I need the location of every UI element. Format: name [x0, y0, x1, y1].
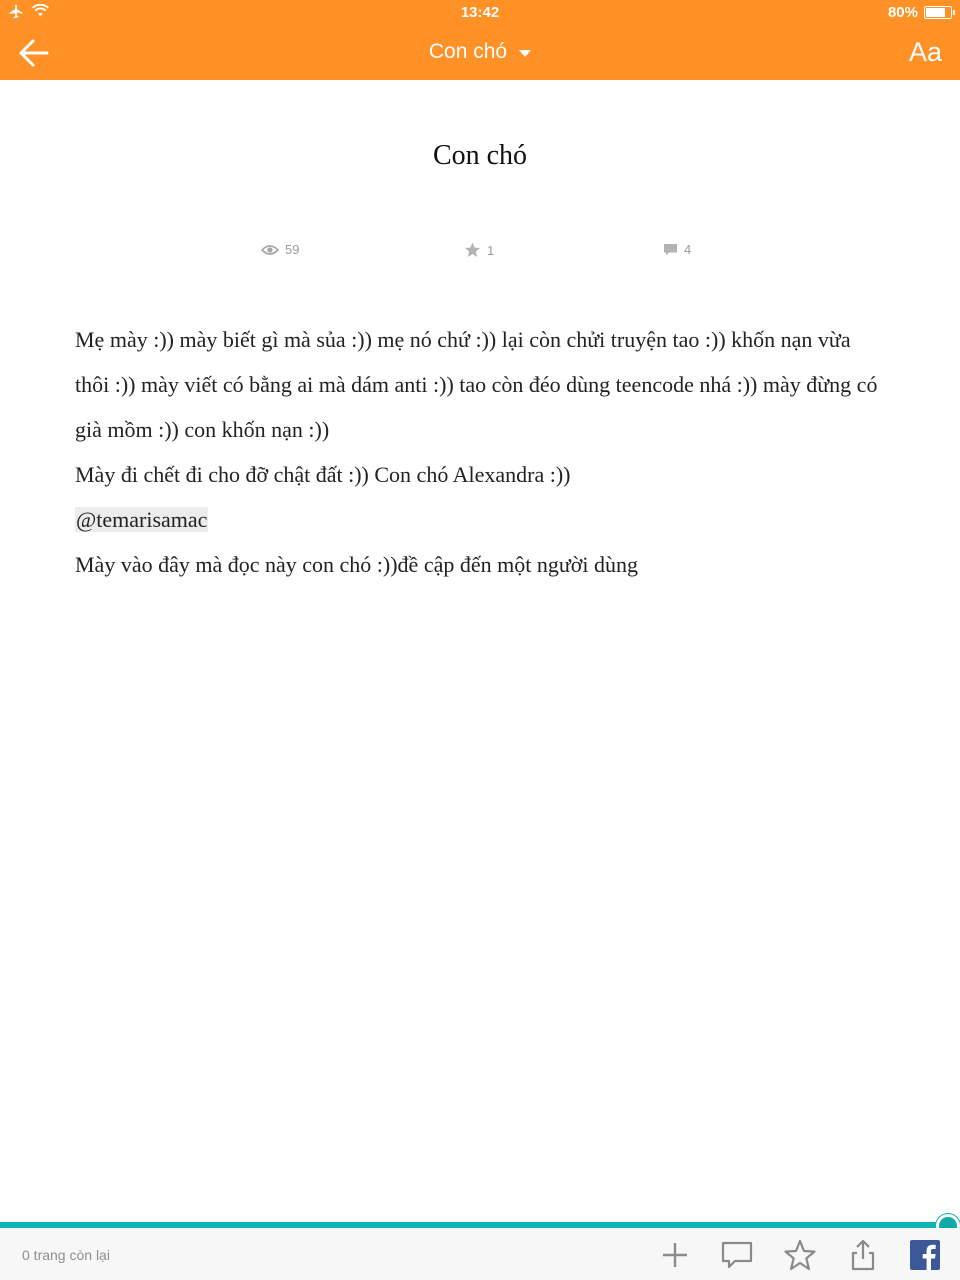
nav-title-text: Con chó	[428, 40, 508, 63]
chapter-stats	[0, 242, 960, 262]
story-body	[75, 317, 885, 587]
chapter-selector[interactable]	[0, 40, 960, 64]
story-paragraph: Mày vào đây mà đọc này con chó :))đề cập đến một người dùng	[75, 552, 639, 577]
comment-icon	[663, 243, 678, 257]
votes-count: 1	[487, 242, 495, 258]
comments-stat	[663, 242, 691, 257]
facebook-icon	[908, 1238, 942, 1272]
comment-icon	[720, 1238, 754, 1272]
star-icon	[783, 1238, 817, 1272]
mention-paragraph	[75, 497, 885, 542]
caret-down-icon	[519, 50, 531, 57]
battery-fill	[926, 8, 945, 17]
views-stat	[261, 242, 299, 257]
comments-count: 4	[684, 242, 692, 257]
status-right	[888, 4, 952, 21]
share-icon	[846, 1238, 880, 1272]
star-icon	[464, 242, 481, 258]
battery-percent: 80%	[887, 4, 918, 21]
story-paragraph: Mẹ mày :)) mày biết gì mà sủa :)) mẹ nó chứ :)) lại còn chửi truyện tao :)) khốn nạn vừa thôi :)) mày viết có bằng ai mà dám anti :)) tao còn đéo dùng teencode nhá :)) mày đừng có già mồm :)) con khốn nạn :))	[75, 327, 878, 442]
views-count: 59	[285, 242, 300, 257]
comment-button[interactable]	[720, 1238, 754, 1272]
nav-bar	[0, 26, 960, 80]
vote-button[interactable]	[783, 1238, 817, 1272]
battery-icon	[924, 6, 952, 19]
font-settings-button[interactable]: Aa	[908, 37, 942, 67]
add-to-list-button[interactable]	[658, 1238, 692, 1272]
status-time: 13:42	[460, 4, 500, 21]
plus-icon	[658, 1238, 692, 1272]
share-button[interactable]	[846, 1238, 880, 1272]
story-paragraph: Mày đi chết đi cho đỡ chật đất :)) Con chó Alexandra :))	[75, 462, 571, 487]
facebook-share-button[interactable]	[908, 1238, 942, 1272]
status-bar	[0, 0, 960, 26]
pages-left-label: 0 trang còn lại	[22, 1247, 110, 1263]
eye-icon	[261, 244, 279, 256]
user-mention-link[interactable]: @temarisamac	[76, 507, 208, 532]
bottom-toolbar	[0, 1228, 960, 1280]
chapter-title: Con chó	[432, 140, 528, 171]
votes-stat	[464, 242, 494, 258]
